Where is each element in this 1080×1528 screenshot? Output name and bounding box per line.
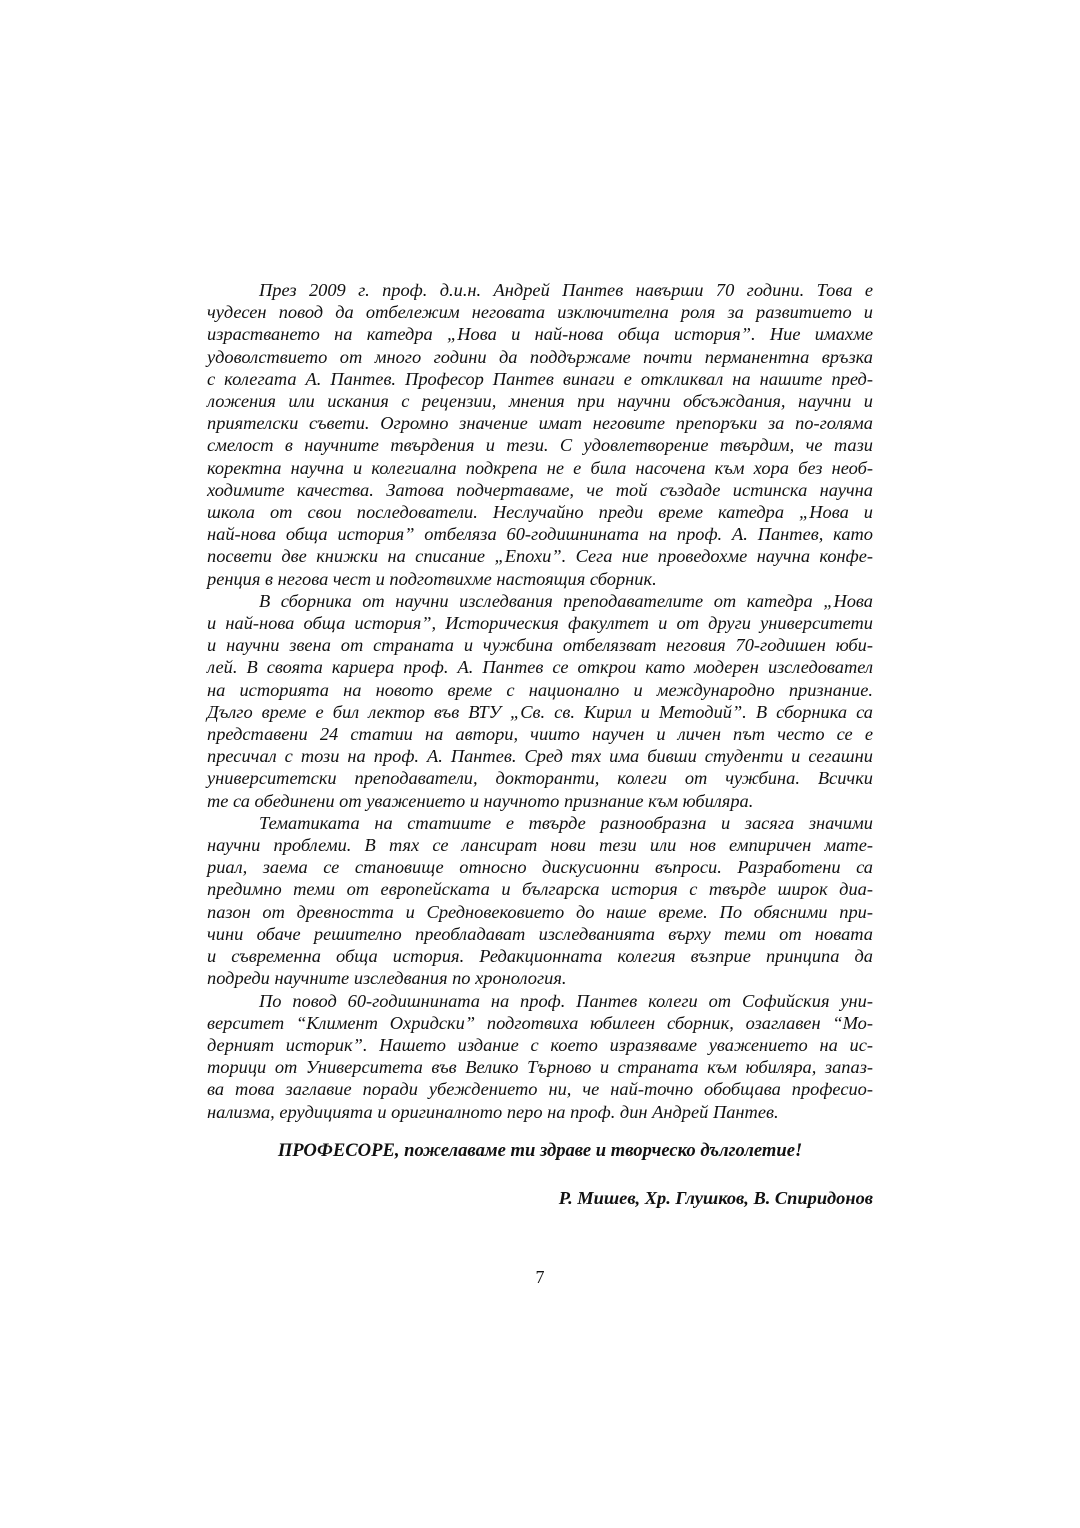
text-line: нализма, ерудицията и оригиналното перо на проф. дин Андрей Пантев. — [207, 1101, 779, 1122]
paragraph — [207, 590, 873, 812]
text-line: През 2009 г. проф. д.и.н. Андрей Пантев навърши 70 години. Това е — [259, 280, 873, 300]
paragraph — [207, 812, 873, 990]
text-line: пресичал с този на проф. А. Пантев. Сред тях има бивши студенти и сегашни — [207, 746, 873, 767]
text-line: научни проблеми. В тях се лансират нови тези или нов емпиричен мате- — [207, 835, 873, 856]
signature-line: Р. Мишев, Хр. Глушков, В. Спиридонов — [558, 1188, 873, 1208]
text-line: предимно теми от европейската и българска история с твърде широк диа- — [207, 879, 873, 900]
text-line: представени 24 статии на автори, чиито научен и личен път често се е — [207, 724, 873, 745]
body-text — [207, 279, 873, 1123]
text-line: университетски преподаватели, докторанти, колеги от чужбина. Всички — [207, 768, 873, 789]
text-line: най-нова обща история” отбеляза 60-годишнината на проф. А. Пантев, като — [207, 524, 873, 545]
text-line: коректна научна и колегиална подкрепа не е била насочена към хора без необ- — [207, 457, 873, 478]
text-line: подреди научните изследвания по хронология. — [207, 968, 567, 989]
text-line: на историята на новото време с национално и международно признание. — [207, 679, 873, 700]
text-line: пазон от древността и Средновековието до наше време. По обясними при- — [207, 901, 873, 922]
text-line: израстването на катедра „Нова и най-нова обща история”. Ние имахме — [207, 324, 873, 345]
text-line: В сборника от научни изследвания преподавателите от катедра „Нова — [259, 590, 873, 611]
text-line: смелост в научните твърдения и тези. С удовлетворение твърдим, че тази — [207, 435, 873, 456]
dedication-line: ПРОФЕСОРЕ, пожелаваме ти здраве и творческо дълголетие! — [277, 1140, 803, 1161]
text-line: и съвременна обща история. Редакционната колегия възприе принципа да — [207, 946, 873, 967]
text-line: приятелски съвети. Огромно значение имат неговите препоръки за по-голяма — [207, 413, 873, 434]
text-line: риал, заема се становище относно дискусионни въпроси. Разработени са — [207, 857, 873, 878]
text-line: школа от свои последователи. Неслучайно преди време катедра „Нова и — [207, 502, 873, 523]
text-line: те са обединени от уважението и научното признание към юбиляра. — [207, 790, 754, 811]
text-line: и научни звена от страната и чужбина отбелязват неговия 70-годишен юби- — [207, 635, 873, 656]
text-line: верситет “Климент Охридски” подготвиха юбилеен сборник, озаглавен “Мо- — [207, 1012, 873, 1033]
text-line: и най-нова обща история”, Историческия факултет и от други университети — [207, 613, 873, 634]
text-line: ложения или искания с рецензии, мнения при научни обсъждания, научни и — [207, 391, 873, 412]
text-line: Тематиката на статиите е твърде разнообразна и засяга значими — [259, 812, 873, 833]
text-line: ва това заглавие поради убеждението ни, че най-точно обобщава професио- — [207, 1079, 873, 1100]
text-line: удоволствието от много години да поддържаме почти перманентна връзка — [207, 346, 873, 367]
text-line: ходимите качества. Затова подчертаваме, че той създаде истинска научна — [207, 479, 873, 500]
paragraph — [207, 279, 873, 590]
text-line: с колегата А. Пантев. Професор Пантев винаги е откликвал на нашите пред- — [207, 368, 873, 389]
paragraph — [207, 990, 873, 1123]
text-line: дерният историк”. Нашето издание с което изразяваме уважението на ис- — [207, 1034, 873, 1055]
text-line: чудесен повод да отбележим неговата изключителна роля за развитието и — [207, 302, 873, 323]
text-line: торици от Университета във Велико Търново и страната към юбиляра, запаз- — [207, 1057, 873, 1078]
text-line: Дълго време е бил лектор във ВТУ „Св. св. Кирил и Методий”. В сборника са — [207, 701, 873, 722]
text-line: лей. В своята кариера проф. А. Пантев се открои като модерен изследовател — [207, 657, 873, 678]
text-line: чини обаче решително преобладават изследванията върху теми от новата — [207, 923, 873, 944]
text-line: По повод 60-годишнината на проф. Пантев колеги от Софийския уни- — [259, 990, 873, 1011]
text-line: посвети две книжки на списание „Епохи”. Сега ние проведохме научна конфе- — [207, 546, 873, 567]
text-line: ренция в негова чест и подготвихме настоящия сборник. — [207, 568, 657, 589]
page-number: 7 — [535, 1267, 545, 1287]
